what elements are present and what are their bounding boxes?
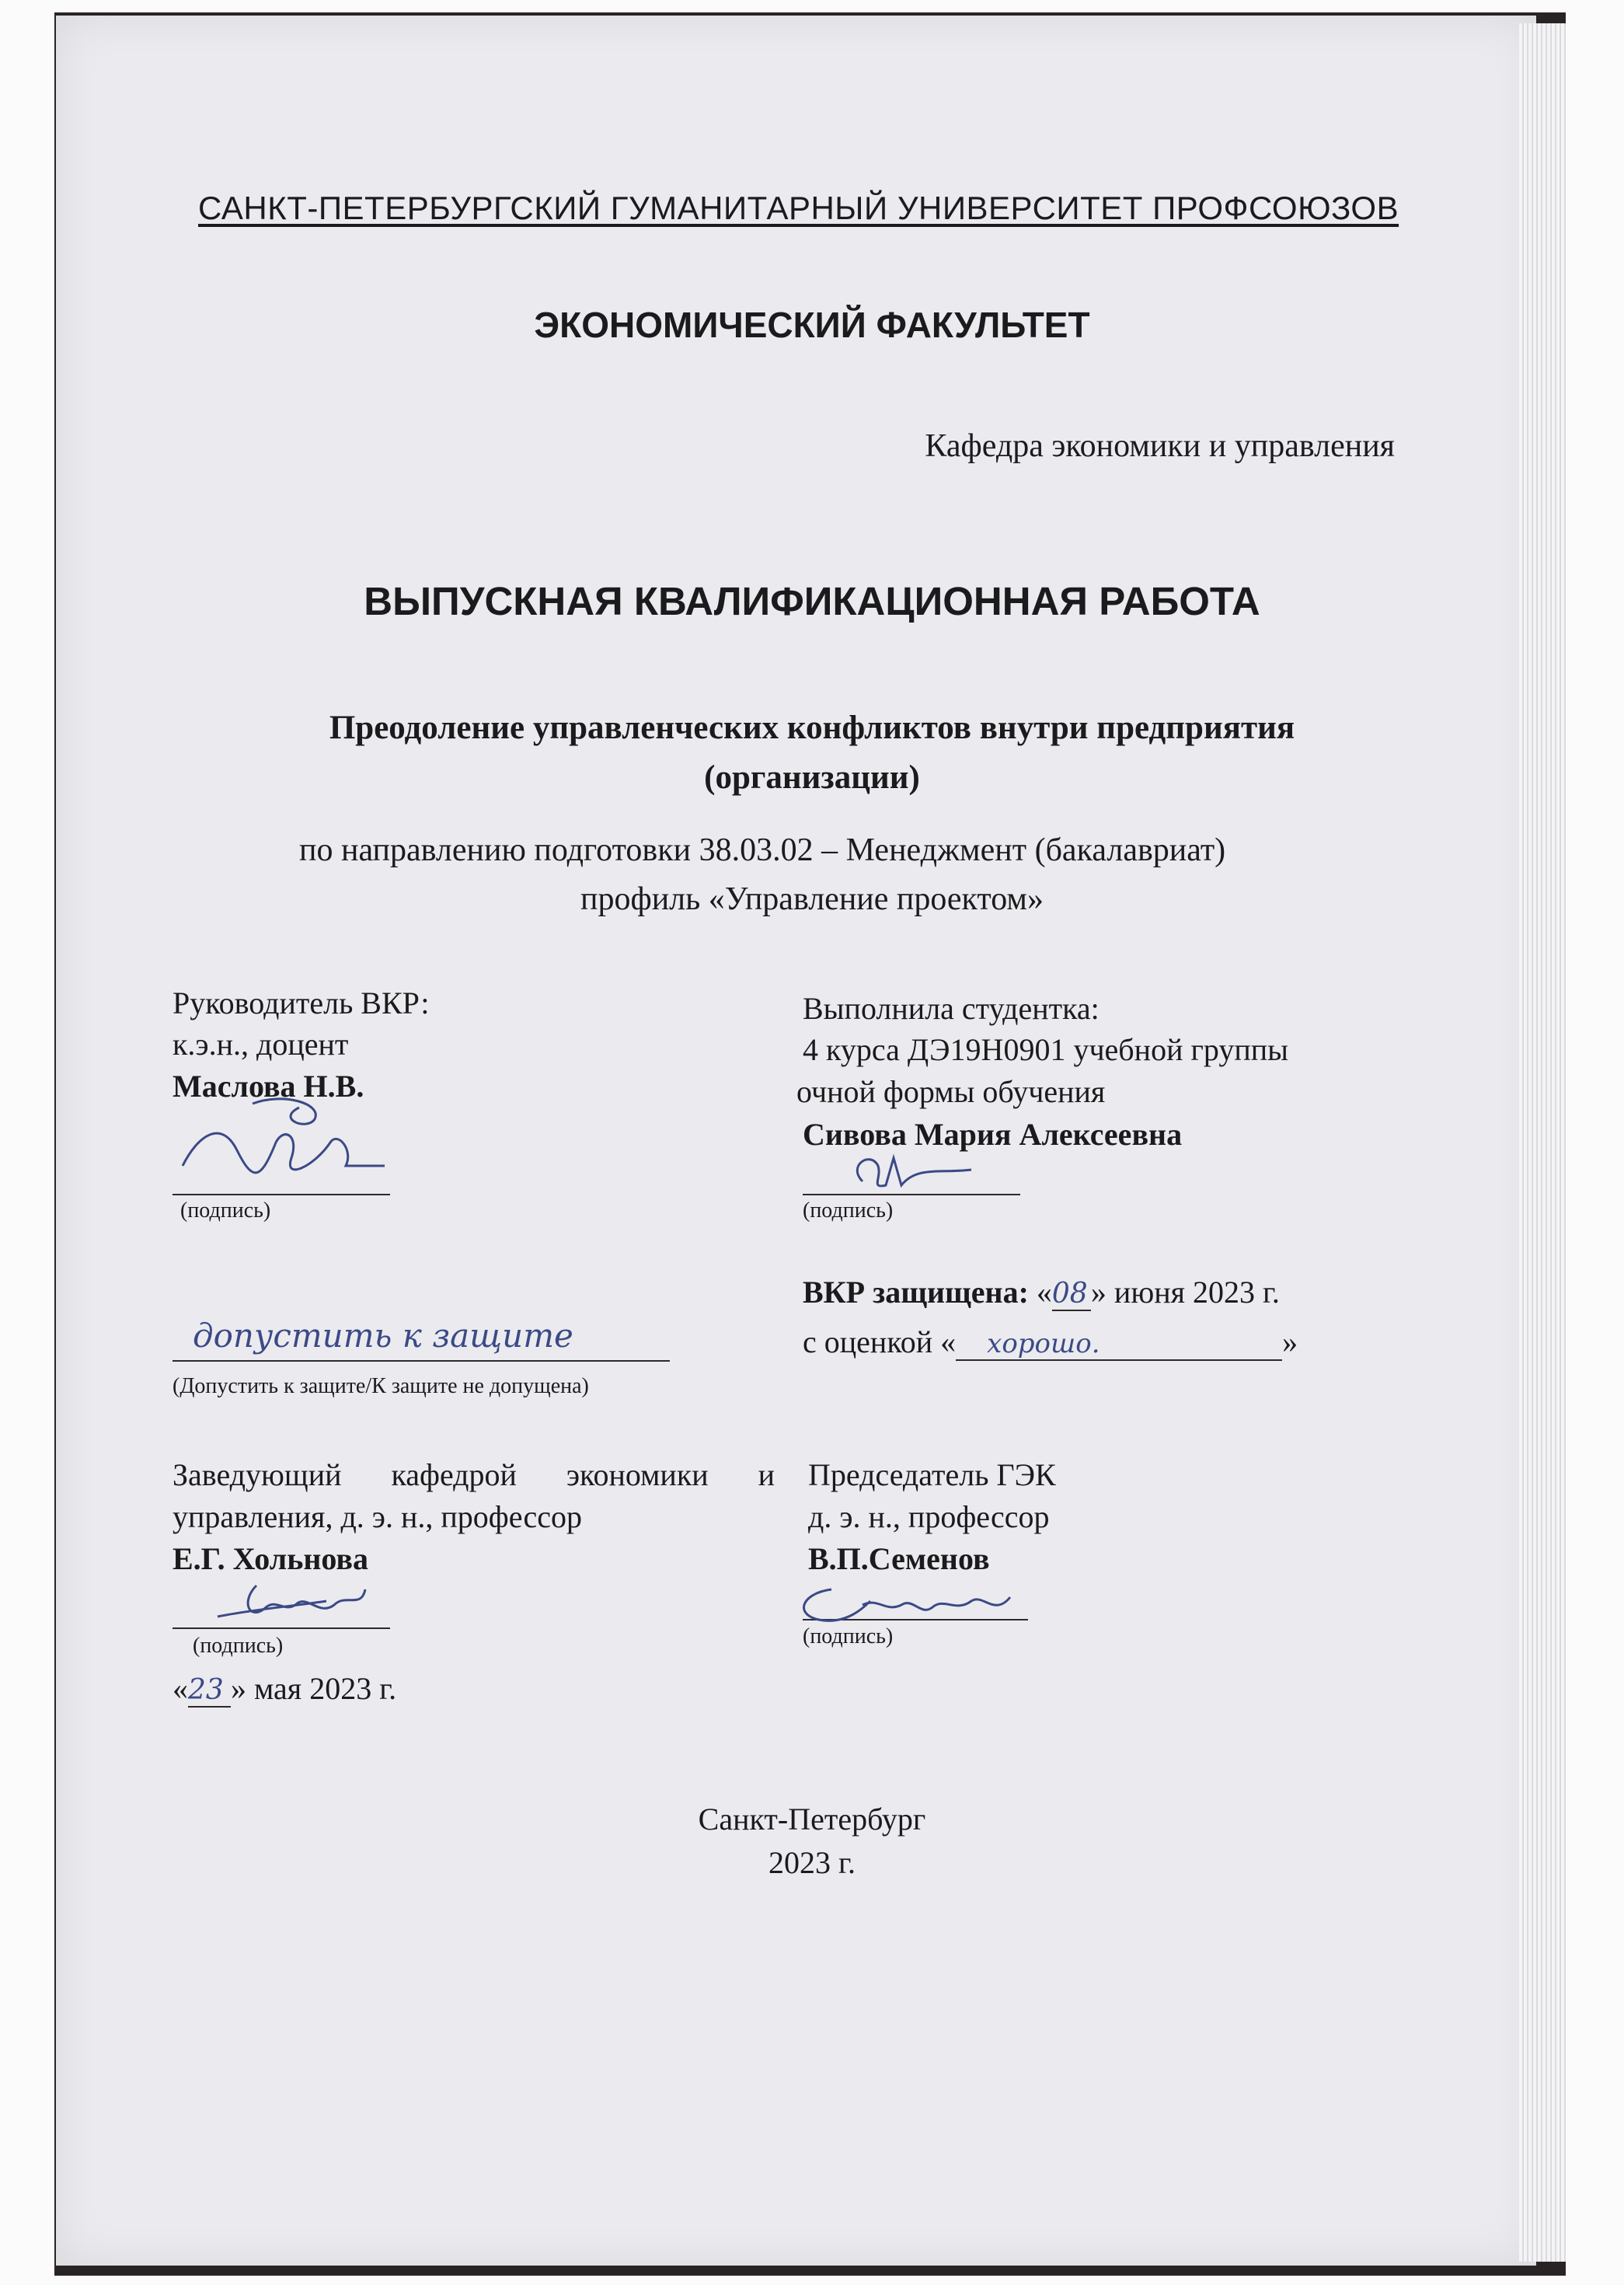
- supervisor-name: Маслова Н.В.: [173, 1069, 364, 1104]
- study-profile: профиль «Управление проектом»: [580, 881, 1044, 917]
- head-sign-caption: (подпись): [193, 1634, 284, 1658]
- chairman-signature: [785, 1570, 1033, 1632]
- topic-line-2: (организации): [704, 759, 920, 796]
- student-role: Выполнила студентка:: [803, 991, 1100, 1026]
- admission-handwritten: допустить к защите: [193, 1317, 573, 1355]
- year: 2023 г.: [768, 1845, 856, 1880]
- head-name: Е.Г. Хольнова: [173, 1541, 368, 1576]
- university-name: САНКТ-ПЕТЕРБУРГСКИЙ ГУМАНИТАРНЫЙ УНИВЕРСИТЕТ ПРОФСОЮЗОВ: [198, 190, 1399, 226]
- head-date-day: 23: [188, 1674, 231, 1708]
- supervisor-role: Руководитель ВКР:: [173, 986, 430, 1020]
- defense-grade-row: [803, 1324, 1298, 1361]
- supervisor-degree: к.э.н., доцент: [173, 1027, 349, 1062]
- student-sign-caption: (подпись): [803, 1198, 894, 1223]
- admission-line: [173, 1360, 670, 1362]
- page-edges: [1519, 23, 1566, 2262]
- head-line-1: Заведующий кафедрой экономики и: [173, 1457, 775, 1492]
- chairman-role: Председатель ГЭК: [808, 1457, 1056, 1492]
- admission-caption: (Допустить к защите/К защите не допущена): [173, 1374, 589, 1398]
- work-type-title: ВЫПУСКНАЯ КВАЛИФИКАЦИОННАЯ РАБОТА: [364, 579, 1260, 623]
- supervisor-sign-caption: (подпись): [180, 1198, 271, 1223]
- topic-line-1: Преодоление управленческих конфликтов внутри предприятия: [329, 710, 1295, 746]
- student-signature: [831, 1142, 1002, 1205]
- head-date-row: [173, 1671, 396, 1708]
- supervisor-signature: [167, 1088, 400, 1205]
- department-name: Кафедра экономики и управления: [925, 428, 1395, 464]
- head-line-2: управления, д. э. н., профессор: [173, 1499, 582, 1534]
- city: Санкт-Петербург: [698, 1802, 926, 1837]
- student-group: 4 курса ДЭ19Н0901 учебной группы: [803, 1032, 1289, 1067]
- chairman-name: В.П.Семенов: [808, 1541, 990, 1576]
- grade-suffix: »: [1282, 1324, 1298, 1359]
- grade-value: хорошо.: [956, 1329, 1282, 1361]
- student-name: Сивова Мария Алексеевна: [803, 1117, 1183, 1152]
- bottom-margin: [0, 2276, 1624, 2285]
- faculty-name: ЭКОНОМИЧЕСКИЙ ФАКУЛЬТЕТ: [534, 305, 1090, 345]
- student-form: очной формы обучения: [796, 1074, 1106, 1109]
- grade-prefix: с оценкой «: [803, 1324, 957, 1359]
- top-margin: [0, 0, 1624, 12]
- head-signature: [210, 1570, 396, 1632]
- head-date-prefix: «: [173, 1671, 188, 1706]
- study-direction: по направлению подготовки 38.03.02 – Менеджмент (бакалавриат): [299, 832, 1226, 868]
- defense-date-row: [803, 1275, 1280, 1311]
- defense-date-suffix: » июня 2023 г.: [1090, 1275, 1280, 1310]
- defense-label: ВКР защищена:: [803, 1275, 1029, 1310]
- chairman-degree: д. э. н., профессор: [808, 1499, 1050, 1534]
- defense-date-prefix: «: [1036, 1275, 1052, 1310]
- defense-day: 08: [1052, 1278, 1091, 1311]
- chairman-sign-caption: (подпись): [803, 1624, 894, 1648]
- head-date-suffix: » мая 2023 г.: [231, 1671, 397, 1706]
